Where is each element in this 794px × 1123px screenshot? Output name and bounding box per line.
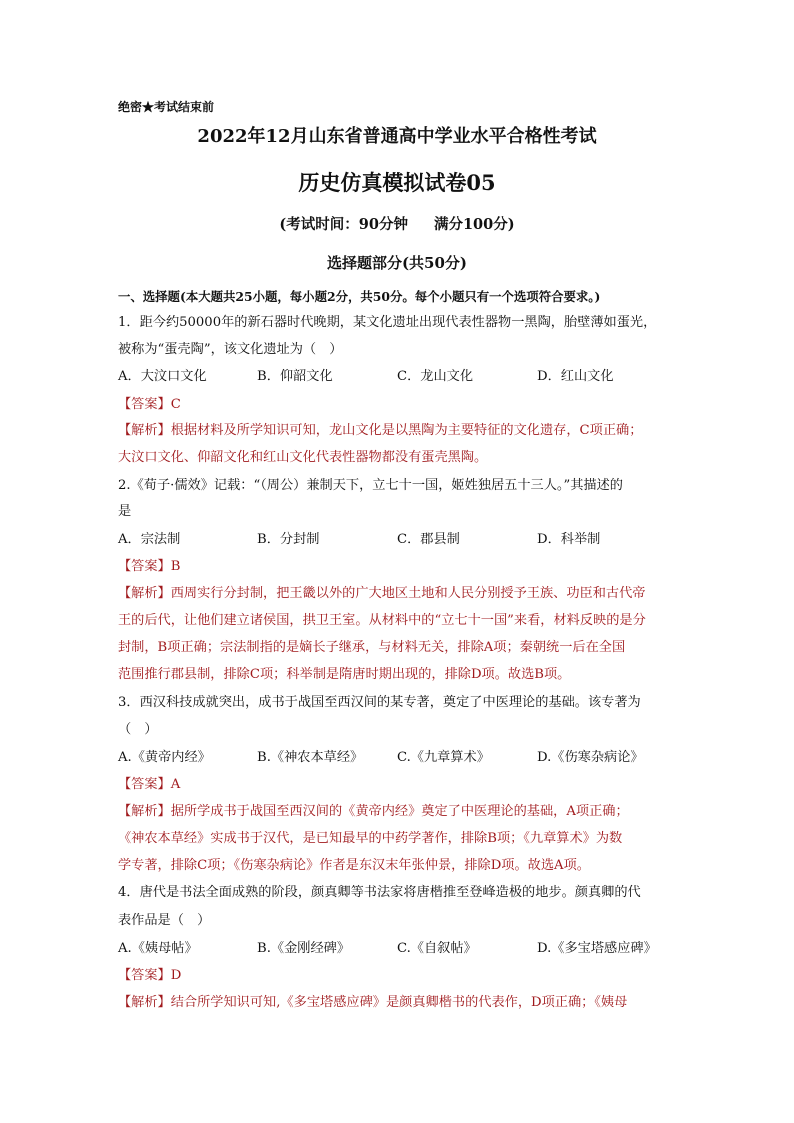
exam-time: (考试时间：90分钟 xyxy=(279,216,408,233)
question-1-option-a: A．大汶口文化 xyxy=(118,369,207,384)
question-1-answer xyxy=(118,396,181,414)
question-1-stem-1: 1．距今约50000年的新石器时代晚期，某文化遗址出现代表性器物一黑陶，胎壁薄如蛋光， xyxy=(118,315,657,330)
exam-info xyxy=(0,216,794,234)
question-4-analysis-1 xyxy=(118,994,627,1012)
question-2-stem-1: 2.《荀子·儒效》记载：“（周公）兼制天下，立七十一国，姬姓独居五十三人。”其描述的 xyxy=(118,478,623,493)
answer-value: A xyxy=(170,777,181,792)
question-3-option-d: D.《伤寒杂病论》 xyxy=(537,750,644,765)
question-2-option-b: B．分封制 xyxy=(257,532,320,547)
instructions: 一、选择题(本大题共25小题，每小题2分，共50分。每个小题只有一个选项符合要求。) xyxy=(118,289,601,304)
analysis-text: 西周实行分封制，把王畿以外的广大地区土地和人民分别授予王族、功臣和古代帝 xyxy=(170,586,646,601)
question-3-analysis-1 xyxy=(118,803,629,821)
question-2-option-c: C．郡县制 xyxy=(397,532,460,547)
question-3-option-a: A.《黄帝内经》 xyxy=(118,750,211,765)
analysis-text: 根据材料及所学知识可知，龙山文化是以黑陶为主要特征的文化遗存，C项正确； xyxy=(170,423,643,438)
exam-title: 2022年12月山东省普通高中学业水平合格性考试 xyxy=(197,126,597,147)
question-3-answer xyxy=(118,776,180,794)
full-score: 满分100分) xyxy=(433,216,515,233)
question-1-stem-2: 被称为“蛋壳陶”，该文化遗址为（ ） xyxy=(118,342,343,357)
answer-value: C xyxy=(170,397,181,412)
question-2-option-a: A．宗法制 xyxy=(118,532,181,547)
question-3-option-b: B.《神农本草经》 xyxy=(257,750,364,765)
question-3-analysis-2: 《神农本草经》实成书于汉代，是已知最早的中药学著作，排除B项；《九章算术》为数 xyxy=(118,831,623,846)
analysis-text: 据所学成书于战国至西汉间的《黄帝内经》奠定了中医理论的基础，A项正确； xyxy=(170,804,629,819)
answer-value: B xyxy=(170,559,181,574)
question-4-stem-1: 4．唐代是书法全面成熟的阶段，颜真卿等书法家将唐楷推至登峰造极的地步。颜真卿的代 xyxy=(118,885,641,900)
question-3-analysis-3: 学专著，排除C项；《伤寒杂病论》作者是东汉末年张仲景，排除D项。故选A项。 xyxy=(118,858,590,873)
question-1-option-b: B．仰韶文化 xyxy=(257,369,333,384)
answer-label: 【答案】 xyxy=(118,397,171,412)
question-1-option-d: D．红山文化 xyxy=(537,369,614,384)
question-3-option-c: C.《九章算术》 xyxy=(397,750,490,765)
question-4-stem-2: 表作品是（ ） xyxy=(118,913,211,928)
answer-label: 【答案】 xyxy=(118,968,171,983)
analysis-label: 【解析】 xyxy=(118,586,171,601)
question-2-option-d: D．科举制 xyxy=(537,532,601,547)
answer-label: 【答案】 xyxy=(118,777,171,792)
question-2-analysis-2: 王的后代，让他们建立诸侯国，拱卫王室。从材料中的“立七十一国”来看，材料反映的是分 xyxy=(118,613,646,628)
question-4-option-b: B.《金刚经碑》 xyxy=(257,941,351,956)
question-2-stem-2: 是 xyxy=(118,504,132,519)
question-4-answer xyxy=(118,967,181,985)
question-2-analysis-4: 范围推行郡县制，排除C项；科举制是隋唐时期出现的，排除D项。故选B项。 xyxy=(118,667,571,682)
section-title: 选择题部分(共50分) xyxy=(326,254,468,272)
answer-value: D xyxy=(170,968,182,983)
question-1-analysis-2: 大汶口文化、仰韶文化和红山文化代表性器物都没有蛋壳黑陶。 xyxy=(118,450,488,465)
question-3-stem-2: （ ） xyxy=(118,722,158,737)
question-4-option-d: D.《多宝塔感应碑》 xyxy=(537,941,657,956)
question-2-answer xyxy=(118,558,180,576)
answer-label: 【答案】 xyxy=(118,559,171,574)
question-4-option-c: C.《自叙帖》 xyxy=(397,941,477,956)
question-3-stem-1: 3．西汉科技成就突出，成书于战国至西汉间的某专著，奠定了中医理论的基础。该专著为 xyxy=(118,695,641,710)
analysis-label: 【解析】 xyxy=(118,804,171,819)
paper-title: 历史仿真模拟试卷05 xyxy=(298,170,496,195)
question-1-option-c: C．龙山文化 xyxy=(397,369,474,384)
question-2-analysis-3: 封制，B项正确；宗法制指的是嫡长子继承，与材料无关，排除A项；秦朝统一后在全国 xyxy=(118,640,626,655)
question-1-analysis-1 xyxy=(118,422,642,440)
analysis-label: 【解析】 xyxy=(118,995,171,1010)
question-2-analysis-1 xyxy=(118,585,646,603)
question-4-option-a: A.《姨母帖》 xyxy=(118,941,198,956)
analysis-text: 结合所学知识可知,《多宝塔感应碑》是颜真卿楷书的代表作，D项正确；《姨母 xyxy=(170,995,628,1010)
analysis-label: 【解析】 xyxy=(118,423,171,438)
confidential-label: 绝密★考试结束前 xyxy=(118,100,215,114)
